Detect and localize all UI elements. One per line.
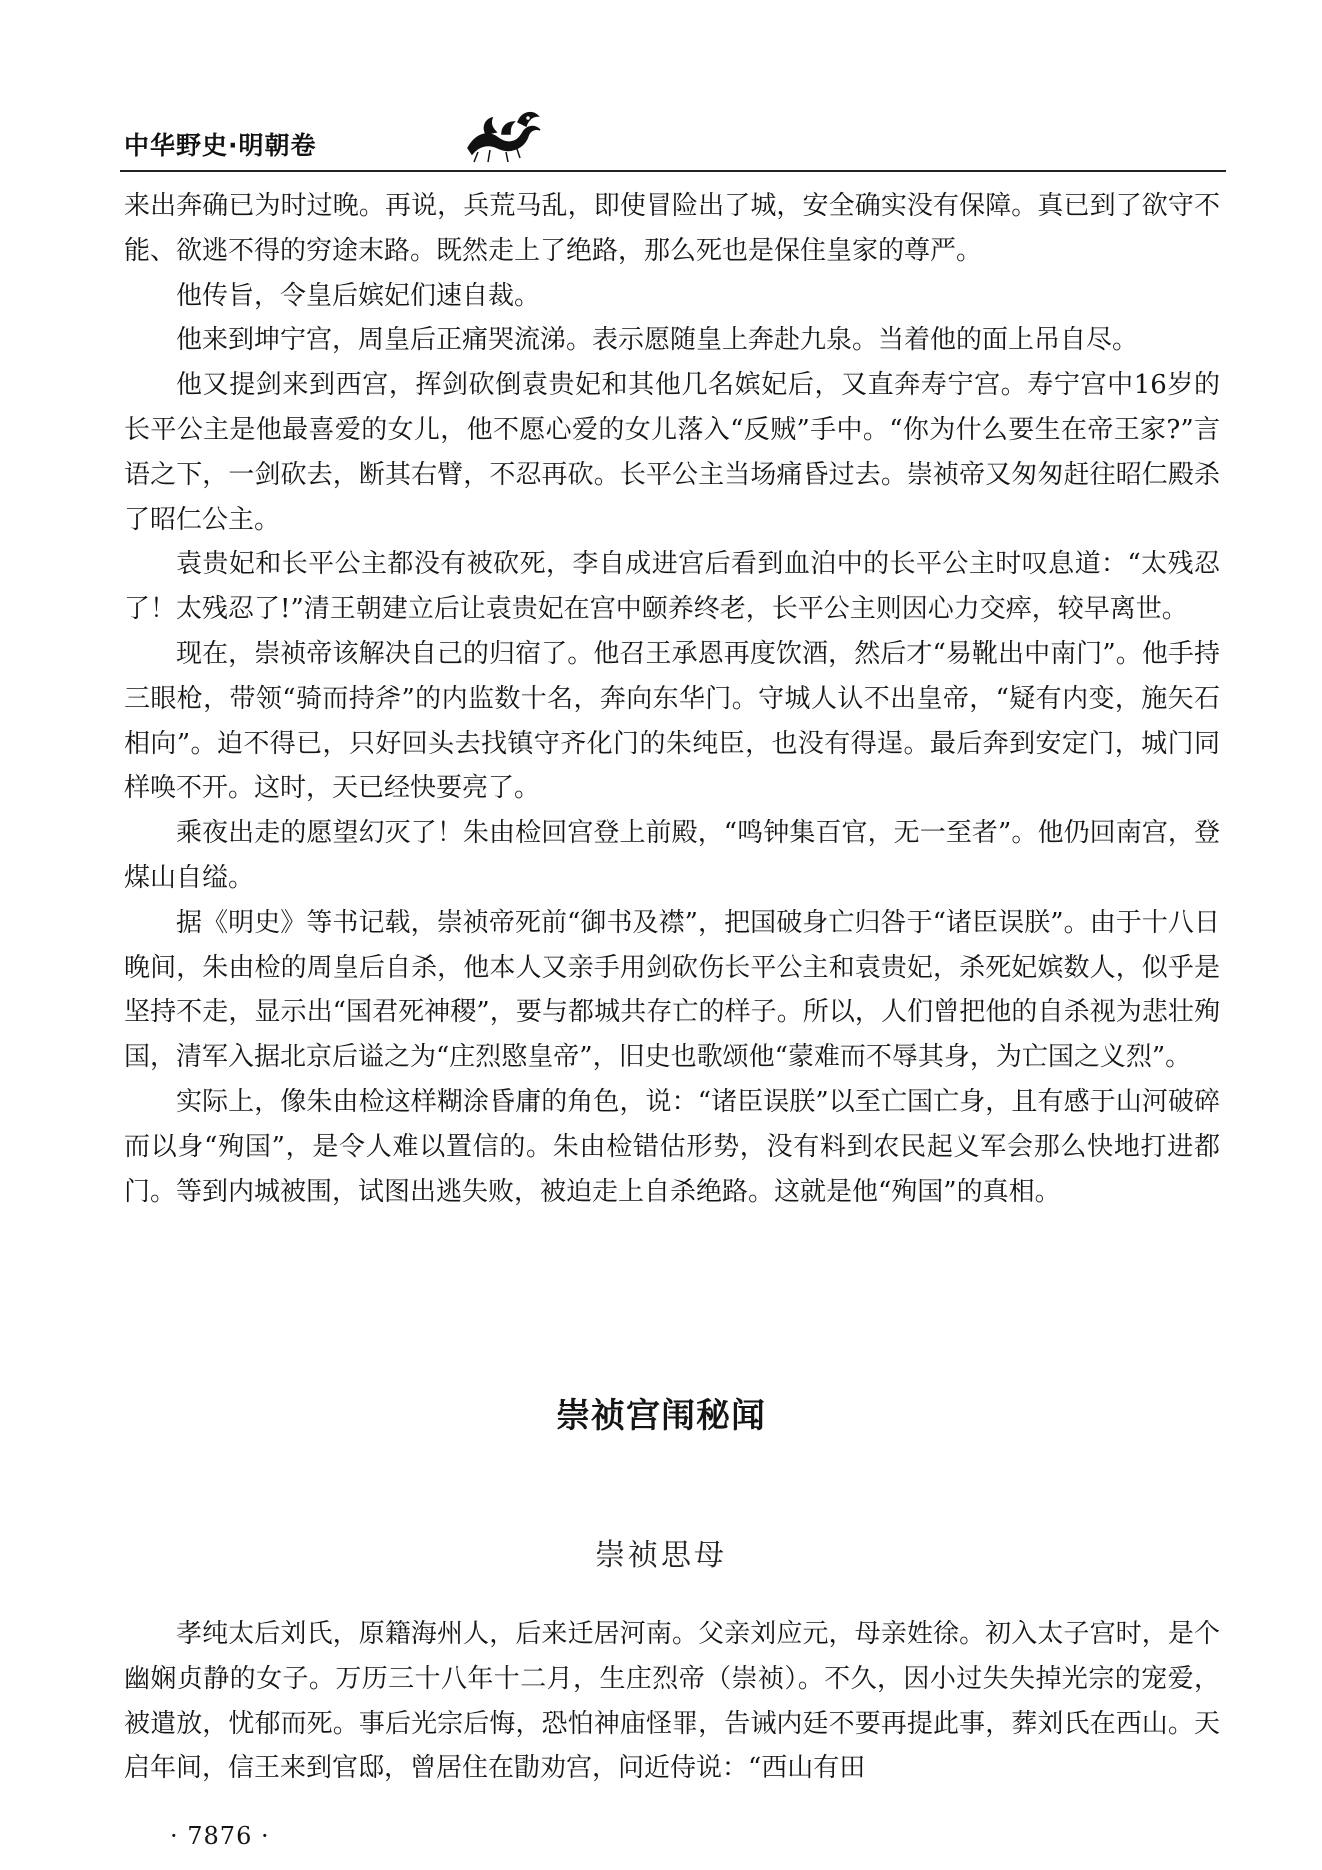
section-title: 崇祯宫闱秘闻 — [556, 1396, 766, 1436]
dragon-emblem-icon — [458, 104, 550, 166]
subsection-title: 崇祯思母 — [595, 1538, 727, 1573]
page-number: · 7876 · — [170, 1822, 270, 1850]
paragraph: 他传旨，令皇后嫔妃们速自裁。 — [176, 280, 541, 311]
paragraph: 来出奔确已为时过晚。再说，兵荒马乱，即使冒险出了城，安全确实没有保障。真已到了欲守不能、欲逃不得的穷途末路。既然走上了绝路，那么死也是保住皇家的尊严。 — [124, 191, 1220, 266]
paragraph: 现在，崇祯帝该解决自己的归宿了。他召王承恩再度饮酒，然后才“易靴出中南门”。他手持三眼枪，带领“骑而持斧”的内监数十名，奔向东华门。守城人认不出皇帝，“疑有内变，施矢石相向”。迫不得已，只好回头去找镇守齐化门的朱纯臣，也没有得逞。最后奔到安定门，城门同样唤不开。这时，天已经快要亮了。 — [124, 638, 1220, 804]
running-header-title: 中华野史·明朝卷 — [124, 131, 317, 160]
paragraph: 据《明史》等书记载，崇祯帝死前“御书及襟”，把国破身亡归咎于“诸臣误朕”。由于十八日晚间，朱由检的周皇后自杀，他本人又亲手用剑砍伤长平公主和袁贵妃，杀死妃嫔数人，似乎是坚持不走，显示出“国君死神稷”，要与都城共存亡的样子。所以，人们曾把他的自杀视为悲壮殉国，清军入据北京后谥之为“庄烈愍皇帝”，旧史也歌颂他“蒙难而不辱其身，为亡国之义烈”。 — [124, 907, 1220, 1073]
paragraph: 孝纯太后刘氏，原籍海州人，后来迁居河南。父亲刘应元，母亲姓徐。初入太子宫时，是个幽娴贞静的女子。万历三十八年十二月，生庄烈帝（崇祯）。不久，因小过失失掉光宗的宠爱，被遣放，忧郁而死。事后光宗后悔，恐怕神庙怪罪，告诫内廷不要再提此事，葬刘氏在西山。天启年间，信王来到官邸，曾居住在勖劝宫，问近侍说：“西山有田 — [124, 1619, 1220, 1784]
header-rule — [120, 170, 1226, 172]
section-text — [124, 1612, 1220, 1791]
paragraph: 实际上，像朱由检这样糊涂昏庸的角色，说：“诸臣误朕”以至亡国亡身，且有感于山河破碎而以身“殉国”，是令人难以置信的。朱由检错估形势，没有料到农民起义军会那么快地打进都门。等到内城被围，试图出逃失败，被迫走上自杀绝路。这就是他“殉国”的真相。 — [124, 1086, 1220, 1207]
paragraph: 袁贵妃和长平公主都没有被砍死，李自成进宫后看到血泊中的长平公主时叹息道：“太残忍了！太残忍了!”清王朝建立后让袁贵妃在宫中颐养终老，长平公主则因心力交瘁，较早离世。 — [124, 549, 1220, 625]
main-text — [124, 184, 1220, 1214]
paragraph: 乘夜出走的愿望幻灭了！朱由检回宫登上前殿，“鸣钟集百官，无一至者”。他仍回南宫，登煤山自缢。 — [124, 818, 1220, 893]
paragraph: 他又提剑来到西宫，挥剑砍倒袁贵妃和其他几名嫔妃后，又直奔寿宁宫。寿宁宫中16岁的长平公主是他最喜爱的女儿，他不愿心爱的女儿落入“反贼”手中。“你为什么要生在帝王家?”言语之下，一剑砍去，断其右臂，不忍再砍。长平公主当场痛昏过去。崇祯帝又匆匆赶往昭仁殿杀了昭仁公主。 — [124, 370, 1220, 535]
paragraph: 他来到坤宁宫，周皇后正痛哭流涕。表示愿随皇上奔赴九泉。当着他的面上吊自尽。 — [176, 325, 1139, 356]
